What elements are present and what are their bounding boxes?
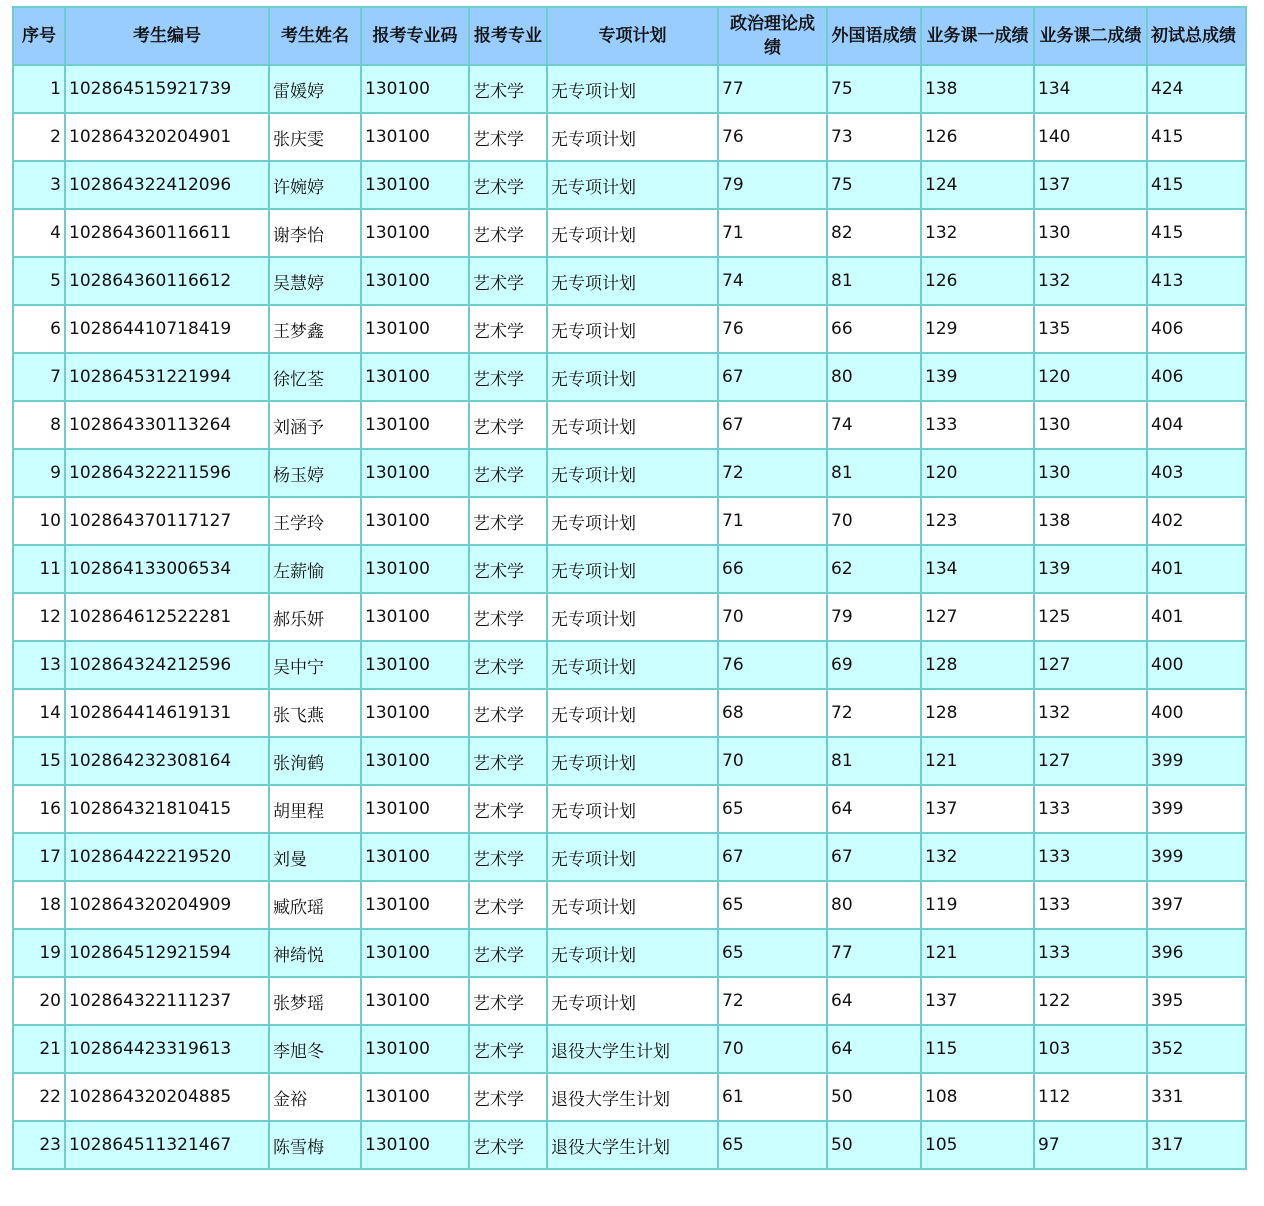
cell-course-two: 138 [1034, 497, 1147, 545]
cell-total: 401 [1147, 545, 1246, 593]
cell-special-plan: 无专项计划 [547, 305, 718, 353]
cell-major: 艺术学 [469, 881, 547, 929]
cell-seq: 1 [13, 65, 65, 113]
cell-name: 陈雪梅 [269, 1121, 361, 1169]
cell-course-two: 127 [1034, 641, 1147, 689]
cell-major-code: 130100 [361, 161, 469, 209]
cell-course-two: 127 [1034, 737, 1147, 785]
cell-total: 415 [1147, 113, 1246, 161]
cell-name: 张洵鹤 [269, 737, 361, 785]
cell-politics: 70 [718, 737, 827, 785]
cell-name: 吴中宁 [269, 641, 361, 689]
cell-exam-id: 102864322412096 [65, 161, 269, 209]
table-body [13, 65, 1246, 1169]
cell-name: 神绮悦 [269, 929, 361, 977]
cell-course-two: 125 [1034, 593, 1147, 641]
header-politics: 政治理论成绩 [718, 7, 827, 65]
cell-politics: 76 [718, 113, 827, 161]
cell-major: 艺术学 [469, 257, 547, 305]
cell-exam-id: 102864360116611 [65, 209, 269, 257]
cell-exam-id: 102864422219520 [65, 833, 269, 881]
cell-name: 吴慧婷 [269, 257, 361, 305]
cell-course-two: 133 [1034, 785, 1147, 833]
header-exam-id: 考生编号 [65, 7, 269, 65]
cell-special-plan: 无专项计划 [547, 209, 718, 257]
cell-major: 艺术学 [469, 1121, 547, 1169]
cell-name: 臧欣瑶 [269, 881, 361, 929]
cell-total: 406 [1147, 353, 1246, 401]
cell-major: 艺术学 [469, 497, 547, 545]
cell-course-two: 132 [1034, 257, 1147, 305]
cell-foreign-language: 81 [827, 257, 921, 305]
table-row [13, 113, 1246, 161]
table-row [13, 881, 1246, 929]
cell-course-one: 115 [921, 1025, 1034, 1073]
table-row [13, 401, 1246, 449]
cell-foreign-language: 50 [827, 1073, 921, 1121]
cell-course-two: 135 [1034, 305, 1147, 353]
table-row [13, 593, 1246, 641]
cell-major-code: 130100 [361, 257, 469, 305]
cell-foreign-language: 80 [827, 353, 921, 401]
header-major: 报考专业 [469, 7, 547, 65]
cell-special-plan: 无专项计划 [547, 497, 718, 545]
cell-foreign-language: 72 [827, 689, 921, 737]
cell-course-one: 132 [921, 209, 1034, 257]
cell-major: 艺术学 [469, 449, 547, 497]
cell-politics: 74 [718, 257, 827, 305]
cell-course-two: 130 [1034, 209, 1147, 257]
cell-seq: 11 [13, 545, 65, 593]
cell-foreign-language: 81 [827, 449, 921, 497]
cell-total: 406 [1147, 305, 1246, 353]
cell-foreign-language: 64 [827, 977, 921, 1025]
cell-exam-id: 102864512921594 [65, 929, 269, 977]
cell-course-two: 134 [1034, 65, 1147, 113]
cell-course-one: 129 [921, 305, 1034, 353]
cell-course-one: 137 [921, 785, 1034, 833]
cell-name: 王梦鑫 [269, 305, 361, 353]
cell-course-one: 119 [921, 881, 1034, 929]
cell-exam-id: 102864322211596 [65, 449, 269, 497]
cell-total: 396 [1147, 929, 1246, 977]
cell-exam-id: 102864410718419 [65, 305, 269, 353]
cell-exam-id: 102864321810415 [65, 785, 269, 833]
cell-politics: 70 [718, 593, 827, 641]
cell-name: 许婉婷 [269, 161, 361, 209]
cell-name: 左薪愉 [269, 545, 361, 593]
cell-exam-id: 102864133006534 [65, 545, 269, 593]
cell-foreign-language: 82 [827, 209, 921, 257]
cell-major-code: 130100 [361, 737, 469, 785]
cell-exam-id: 102864511321467 [65, 1121, 269, 1169]
cell-exam-id: 102864320204901 [65, 113, 269, 161]
table-row [13, 353, 1246, 401]
cell-course-one: 139 [921, 353, 1034, 401]
cell-exam-id: 102864320204885 [65, 1073, 269, 1121]
cell-total: 401 [1147, 593, 1246, 641]
cell-politics: 66 [718, 545, 827, 593]
cell-exam-id: 102864423319613 [65, 1025, 269, 1073]
table-row [13, 449, 1246, 497]
cell-exam-id: 102864531221994 [65, 353, 269, 401]
cell-politics: 76 [718, 641, 827, 689]
header-seq: 序号 [13, 7, 65, 65]
cell-seq: 14 [13, 689, 65, 737]
table-row [13, 833, 1246, 881]
cell-politics: 77 [718, 65, 827, 113]
cell-politics: 68 [718, 689, 827, 737]
cell-major: 艺术学 [469, 161, 547, 209]
cell-exam-id: 102864232308164 [65, 737, 269, 785]
cell-major: 艺术学 [469, 1025, 547, 1073]
cell-seq: 9 [13, 449, 65, 497]
header-special-plan: 专项计划 [547, 7, 718, 65]
score-table [12, 6, 1247, 1170]
cell-foreign-language: 64 [827, 785, 921, 833]
cell-special-plan: 退役大学生计划 [547, 1073, 718, 1121]
cell-name: 李旭冬 [269, 1025, 361, 1073]
cell-total: 399 [1147, 785, 1246, 833]
cell-politics: 67 [718, 353, 827, 401]
cell-course-two: 137 [1034, 161, 1147, 209]
cell-course-one: 134 [921, 545, 1034, 593]
cell-seq: 17 [13, 833, 65, 881]
header-course-one: 业务课一成绩 [921, 7, 1034, 65]
table-row [13, 497, 1246, 545]
cell-name: 刘涵予 [269, 401, 361, 449]
cell-course-one: 133 [921, 401, 1034, 449]
cell-exam-id: 102864612522281 [65, 593, 269, 641]
cell-name: 刘曼 [269, 833, 361, 881]
cell-special-plan: 无专项计划 [547, 593, 718, 641]
cell-major-code: 130100 [361, 1073, 469, 1121]
cell-major: 艺术学 [469, 785, 547, 833]
cell-special-plan: 无专项计划 [547, 785, 718, 833]
table-row [13, 977, 1246, 1025]
table-row [13, 689, 1246, 737]
cell-major: 艺术学 [469, 353, 547, 401]
cell-major: 艺术学 [469, 1073, 547, 1121]
cell-major-code: 130100 [361, 929, 469, 977]
cell-exam-id: 102864330113264 [65, 401, 269, 449]
cell-foreign-language: 67 [827, 833, 921, 881]
table-row [13, 737, 1246, 785]
cell-seq: 8 [13, 401, 65, 449]
cell-major: 艺术学 [469, 545, 547, 593]
cell-name: 徐忆荃 [269, 353, 361, 401]
cell-major-code: 130100 [361, 1121, 469, 1169]
cell-course-one: 126 [921, 257, 1034, 305]
cell-seq: 5 [13, 257, 65, 305]
cell-politics: 65 [718, 1121, 827, 1169]
cell-major-code: 130100 [361, 641, 469, 689]
cell-special-plan: 无专项计划 [547, 689, 718, 737]
cell-seq: 20 [13, 977, 65, 1025]
cell-seq: 12 [13, 593, 65, 641]
cell-special-plan: 退役大学生计划 [547, 1121, 718, 1169]
cell-total: 395 [1147, 977, 1246, 1025]
cell-total: 415 [1147, 209, 1246, 257]
cell-name: 雷媛婷 [269, 65, 361, 113]
cell-special-plan: 无专项计划 [547, 977, 718, 1025]
cell-total: 415 [1147, 161, 1246, 209]
table-row [13, 65, 1246, 113]
cell-name: 张飞燕 [269, 689, 361, 737]
header-major-code: 报考专业码 [361, 7, 469, 65]
cell-course-one: 128 [921, 689, 1034, 737]
table-row [13, 1121, 1246, 1169]
cell-course-one: 132 [921, 833, 1034, 881]
cell-exam-id: 102864320204909 [65, 881, 269, 929]
cell-course-one: 137 [921, 977, 1034, 1025]
cell-major-code: 130100 [361, 833, 469, 881]
cell-special-plan: 无专项计划 [547, 641, 718, 689]
header-foreign-language: 外国语成绩 [827, 7, 921, 65]
cell-foreign-language: 64 [827, 1025, 921, 1073]
cell-seq: 13 [13, 641, 65, 689]
cell-major-code: 130100 [361, 977, 469, 1025]
cell-major-code: 130100 [361, 209, 469, 257]
cell-major: 艺术学 [469, 305, 547, 353]
cell-major-code: 130100 [361, 353, 469, 401]
header-course-two: 业务课二成绩 [1034, 7, 1147, 65]
cell-special-plan: 无专项计划 [547, 161, 718, 209]
table-row [13, 209, 1246, 257]
table-row [13, 161, 1246, 209]
cell-major: 艺术学 [469, 977, 547, 1025]
cell-politics: 71 [718, 209, 827, 257]
cell-foreign-language: 62 [827, 545, 921, 593]
cell-foreign-language: 73 [827, 113, 921, 161]
cell-total: 404 [1147, 401, 1246, 449]
cell-major-code: 130100 [361, 497, 469, 545]
cell-name: 王学玲 [269, 497, 361, 545]
cell-seq: 23 [13, 1121, 65, 1169]
cell-seq: 10 [13, 497, 65, 545]
cell-seq: 22 [13, 1073, 65, 1121]
cell-major-code: 130100 [361, 593, 469, 641]
cell-course-two: 103 [1034, 1025, 1147, 1073]
cell-major: 艺术学 [469, 65, 547, 113]
cell-exam-id: 102864324212596 [65, 641, 269, 689]
cell-special-plan: 无专项计划 [547, 833, 718, 881]
cell-major-code: 130100 [361, 785, 469, 833]
cell-course-two: 130 [1034, 449, 1147, 497]
cell-special-plan: 无专项计划 [547, 353, 718, 401]
table-row [13, 785, 1246, 833]
cell-course-two: 133 [1034, 929, 1147, 977]
table-row [13, 1025, 1246, 1073]
cell-seq: 15 [13, 737, 65, 785]
cell-total: 399 [1147, 737, 1246, 785]
cell-major-code: 130100 [361, 113, 469, 161]
cell-major: 艺术学 [469, 401, 547, 449]
cell-course-one: 105 [921, 1121, 1034, 1169]
cell-foreign-language: 80 [827, 881, 921, 929]
cell-course-one: 108 [921, 1073, 1034, 1121]
cell-politics: 65 [718, 881, 827, 929]
cell-major-code: 130100 [361, 689, 469, 737]
cell-total: 402 [1147, 497, 1246, 545]
cell-course-two: 130 [1034, 401, 1147, 449]
cell-foreign-language: 50 [827, 1121, 921, 1169]
cell-exam-id: 102864515921739 [65, 65, 269, 113]
cell-exam-id: 102864414619131 [65, 689, 269, 737]
cell-total: 400 [1147, 689, 1246, 737]
header-total: 初试总成绩 [1147, 7, 1246, 65]
cell-major-code: 130100 [361, 305, 469, 353]
header-name: 考生姓名 [269, 7, 361, 65]
cell-seq: 6 [13, 305, 65, 353]
cell-foreign-language: 79 [827, 593, 921, 641]
cell-course-two: 140 [1034, 113, 1147, 161]
cell-special-plan: 无专项计划 [547, 401, 718, 449]
cell-total: 403 [1147, 449, 1246, 497]
table-row [13, 257, 1246, 305]
cell-course-one: 124 [921, 161, 1034, 209]
cell-special-plan: 无专项计划 [547, 65, 718, 113]
cell-special-plan: 无专项计划 [547, 257, 718, 305]
cell-course-two: 133 [1034, 833, 1147, 881]
cell-foreign-language: 69 [827, 641, 921, 689]
cell-course-one: 128 [921, 641, 1034, 689]
cell-special-plan: 无专项计划 [547, 929, 718, 977]
cell-exam-id: 102864370117127 [65, 497, 269, 545]
score-table-container [12, 6, 1247, 1170]
cell-total: 399 [1147, 833, 1246, 881]
cell-course-one: 138 [921, 65, 1034, 113]
cell-course-one: 121 [921, 929, 1034, 977]
cell-foreign-language: 75 [827, 65, 921, 113]
cell-major: 艺术学 [469, 929, 547, 977]
cell-course-one: 123 [921, 497, 1034, 545]
table-row [13, 641, 1246, 689]
cell-major: 艺术学 [469, 593, 547, 641]
cell-politics: 67 [718, 833, 827, 881]
cell-seq: 16 [13, 785, 65, 833]
cell-total: 352 [1147, 1025, 1246, 1073]
cell-politics: 76 [718, 305, 827, 353]
cell-major-code: 130100 [361, 1025, 469, 1073]
cell-name: 张梦瑶 [269, 977, 361, 1025]
cell-course-one: 126 [921, 113, 1034, 161]
cell-major-code: 130100 [361, 401, 469, 449]
cell-major: 艺术学 [469, 209, 547, 257]
cell-politics: 72 [718, 449, 827, 497]
cell-name: 金裕 [269, 1073, 361, 1121]
cell-foreign-language: 66 [827, 305, 921, 353]
cell-politics: 65 [718, 785, 827, 833]
cell-special-plan: 无专项计划 [547, 113, 718, 161]
cell-special-plan: 无专项计划 [547, 737, 718, 785]
cell-special-plan: 无专项计划 [547, 449, 718, 497]
cell-name: 胡里程 [269, 785, 361, 833]
table-row [13, 1073, 1246, 1121]
cell-special-plan: 退役大学生计划 [547, 1025, 718, 1073]
cell-major: 艺术学 [469, 737, 547, 785]
cell-politics: 65 [718, 929, 827, 977]
cell-course-two: 112 [1034, 1073, 1147, 1121]
cell-course-two: 97 [1034, 1121, 1147, 1169]
cell-major-code: 130100 [361, 545, 469, 593]
cell-seq: 18 [13, 881, 65, 929]
table-row [13, 545, 1246, 593]
cell-major-code: 130100 [361, 449, 469, 497]
cell-exam-id: 102864360116612 [65, 257, 269, 305]
cell-special-plan: 无专项计划 [547, 545, 718, 593]
table-header-row [13, 7, 1246, 65]
cell-name: 杨玉婷 [269, 449, 361, 497]
cell-seq: 3 [13, 161, 65, 209]
cell-total: 424 [1147, 65, 1246, 113]
cell-major: 艺术学 [469, 833, 547, 881]
table-row [13, 305, 1246, 353]
cell-foreign-language: 77 [827, 929, 921, 977]
cell-course-one: 120 [921, 449, 1034, 497]
cell-total: 400 [1147, 641, 1246, 689]
cell-politics: 67 [718, 401, 827, 449]
cell-course-two: 120 [1034, 353, 1147, 401]
cell-course-two: 132 [1034, 689, 1147, 737]
cell-seq: 4 [13, 209, 65, 257]
cell-course-two: 122 [1034, 977, 1147, 1025]
cell-politics: 72 [718, 977, 827, 1025]
table-row [13, 929, 1246, 977]
cell-major: 艺术学 [469, 641, 547, 689]
cell-total: 397 [1147, 881, 1246, 929]
cell-total: 413 [1147, 257, 1246, 305]
cell-seq: 7 [13, 353, 65, 401]
cell-total: 331 [1147, 1073, 1246, 1121]
cell-total: 317 [1147, 1121, 1246, 1169]
cell-major-code: 130100 [361, 65, 469, 113]
cell-major: 艺术学 [469, 689, 547, 737]
cell-major: 艺术学 [469, 113, 547, 161]
cell-seq: 21 [13, 1025, 65, 1073]
cell-exam-id: 102864322111237 [65, 977, 269, 1025]
cell-course-two: 139 [1034, 545, 1147, 593]
cell-politics: 79 [718, 161, 827, 209]
cell-politics: 61 [718, 1073, 827, 1121]
cell-course-two: 133 [1034, 881, 1147, 929]
cell-course-one: 127 [921, 593, 1034, 641]
cell-course-one: 121 [921, 737, 1034, 785]
cell-seq: 19 [13, 929, 65, 977]
cell-seq: 2 [13, 113, 65, 161]
cell-foreign-language: 75 [827, 161, 921, 209]
cell-politics: 71 [718, 497, 827, 545]
cell-name: 谢李怡 [269, 209, 361, 257]
cell-foreign-language: 81 [827, 737, 921, 785]
cell-politics: 70 [718, 1025, 827, 1073]
cell-name: 郝乐妍 [269, 593, 361, 641]
cell-name: 张庆雯 [269, 113, 361, 161]
cell-foreign-language: 74 [827, 401, 921, 449]
cell-foreign-language: 70 [827, 497, 921, 545]
cell-major-code: 130100 [361, 881, 469, 929]
cell-special-plan: 无专项计划 [547, 881, 718, 929]
